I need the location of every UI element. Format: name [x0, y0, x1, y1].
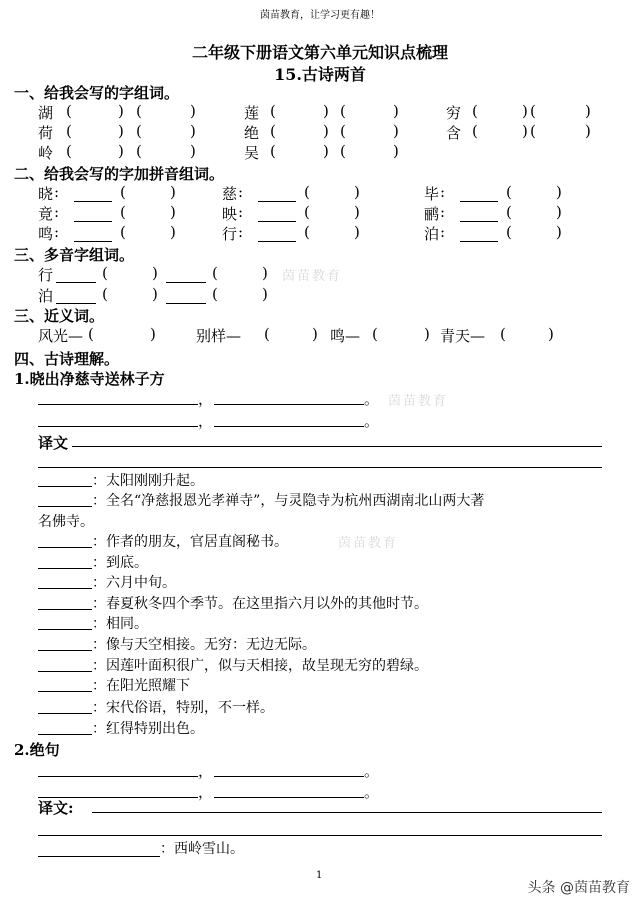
synonym-paren-open: (: [88, 325, 94, 343]
s2-pinyin-blank[interactable]: [258, 241, 296, 242]
definition-blank[interactable]: [38, 588, 92, 589]
s3-blank[interactable]: [56, 303, 96, 304]
header-note: 茵苗教育，让学习更有趣！: [260, 10, 380, 21]
definition-blank[interactable]: [38, 506, 92, 507]
s1-paren-b-close: ): [393, 102, 399, 120]
definition-text: ：春夏秋冬四个季节。在这里指六月以外的其他时节。: [92, 596, 428, 612]
s2-paren-open: (: [304, 183, 310, 201]
poem2-line-period: 。: [364, 762, 380, 780]
poem1-line-blank-right[interactable]: [214, 404, 364, 405]
definition-continued: 名佛寺。: [38, 514, 94, 530]
definition-blank[interactable]: [38, 568, 92, 569]
definition-text: ：六月中旬。: [92, 575, 176, 591]
s1-paren-b-open: (: [136, 102, 142, 120]
s1-paren-b-open: (: [340, 122, 346, 140]
poem2-line-blank-left[interactable]: [38, 797, 198, 798]
s3-paren-close: ): [152, 264, 158, 282]
s2-paren-close: ): [170, 183, 176, 201]
page-title: 二年级下册语文第六单元知识点梳理: [191, 43, 448, 62]
s2-colon: :: [54, 183, 60, 201]
poem2-line-blank-right[interactable]: [214, 776, 364, 777]
translation-line-2[interactable]: [38, 467, 602, 468]
s2-char: 晓: [38, 185, 54, 203]
section-synonym-heading: 三、近义词。: [14, 307, 105, 325]
s1-paren-b-open: (: [136, 122, 142, 140]
s2-char: 行: [222, 225, 238, 243]
s3-char: 泊: [38, 287, 54, 305]
section-2-heading: 二、给我会写的字加拼音组词。: [14, 165, 225, 183]
toutiao-label: 头条 @茵苗教育: [527, 880, 630, 896]
s2-pinyin-blank[interactable]: [74, 241, 112, 242]
definition-xiling: ：西岭雪山。: [160, 841, 244, 857]
s2-char: 毕: [424, 185, 440, 203]
s1-char: 莲: [244, 104, 260, 122]
poem2-line-blank-right[interactable]: [214, 797, 364, 798]
poem-2-title: 2.绝句: [14, 741, 60, 759]
s3-char: 行: [38, 266, 54, 284]
definition-text: ：像与天空相接。无穷：无边无际。: [92, 637, 316, 653]
s3-blank[interactable]: [56, 282, 96, 283]
watermark: 茵苗教育: [282, 269, 343, 284]
s1-paren-a-open: (: [270, 142, 276, 160]
s2-paren-close: ): [354, 203, 360, 221]
definition-blank[interactable]: [38, 650, 92, 651]
synonym-paren-close: ): [424, 325, 430, 343]
s1-paren-a-open: (: [270, 122, 276, 140]
synonym-word: 风光—: [38, 327, 84, 345]
definition-text: ：全名“净慈报恩光孝禅寺”，与灵隐寺为杭州西湖南北山两大著: [92, 493, 485, 509]
definition-text: ：作者的朋友，官居直阁秘书。: [92, 534, 288, 550]
poem1-line-blank-right[interactable]: [214, 426, 364, 427]
s2-char: 映: [222, 205, 238, 223]
s1-char: 吴: [244, 144, 260, 162]
synonym-paren-open: (: [372, 325, 378, 343]
s2-paren-open: (: [120, 203, 126, 221]
s1-char: 绝: [244, 124, 260, 142]
poem2-line-comma: ，: [198, 762, 214, 780]
s1-paren-b-close: ): [190, 142, 196, 160]
section-4-heading: 四、古诗理解。: [14, 350, 120, 368]
poem2-line-period: 。: [364, 783, 380, 801]
synonym-paren-open: (: [500, 325, 506, 343]
s2-paren-open: (: [506, 203, 512, 221]
poem1-line-period: 。: [364, 390, 380, 408]
s2-paren-close: ): [556, 203, 562, 221]
s1-paren-a-close: ): [522, 102, 528, 120]
s3-paren-close: ): [262, 285, 268, 303]
s2-paren-open: (: [304, 203, 310, 221]
s1-paren-a-close: ): [118, 142, 124, 160]
s1-paren-b-close: ): [585, 122, 591, 140]
definition-text: ：红得特别出色。: [92, 721, 204, 737]
s1-paren-b-open: (: [530, 102, 536, 120]
definition-text: ：因莲叶面积很广，似与天相接，故呈现无穷的碧绿。: [92, 658, 428, 674]
definition-blank[interactable]: [38, 713, 92, 714]
definition-text: ：到底。: [92, 555, 148, 571]
definition-blank[interactable]: [38, 486, 92, 487]
s2-colon: :: [238, 203, 244, 221]
s1-paren-a-close: ): [522, 122, 528, 140]
synonym-word: 鸣—: [330, 327, 361, 345]
poem1-line-period: 。: [364, 412, 380, 430]
s2-paren-open: (: [120, 223, 126, 241]
s1-char: 岭: [38, 144, 54, 162]
synonym-paren-open: (: [264, 325, 270, 343]
s1-paren-a-close: ): [323, 102, 329, 120]
page-number: 1: [316, 870, 323, 881]
s2-paren-open: (: [304, 223, 310, 241]
s3-paren-open: (: [102, 285, 108, 303]
s2-colon: :: [238, 223, 244, 241]
synonym-word: 青天—: [440, 327, 486, 345]
s2-char: 竟: [38, 205, 54, 223]
s2-colon: :: [238, 183, 244, 201]
s2-pinyin-blank[interactable]: [74, 201, 112, 202]
s2-colon: :: [440, 223, 446, 241]
s2-paren-open: (: [506, 183, 512, 201]
translation-line-3[interactable]: [92, 812, 602, 813]
s1-paren-b-open: (: [340, 102, 346, 120]
s1-paren-a-open: (: [472, 102, 478, 120]
watermark: 茵苗教育: [338, 536, 399, 551]
s2-pinyin-blank[interactable]: [258, 221, 296, 222]
s2-char: 鸣: [38, 225, 54, 243]
s2-pinyin-blank[interactable]: [460, 201, 498, 202]
s1-paren-a-close: ): [323, 142, 329, 160]
synonym-word: 别样—: [196, 327, 242, 345]
s2-paren-close: ): [556, 223, 562, 241]
s1-paren-b-open: (: [340, 142, 346, 160]
s1-paren-b-close: ): [190, 102, 196, 120]
definition-blank[interactable]: [38, 691, 92, 692]
definition-blank[interactable]: [38, 547, 92, 548]
s3-blank[interactable]: [166, 282, 206, 283]
s1-paren-a-close: ): [118, 122, 124, 140]
s2-char: 慈: [222, 185, 238, 203]
s1-paren-a-close: ): [118, 102, 124, 120]
definition-text: ：在阳光照耀下: [92, 678, 190, 694]
s2-paren-close: ): [354, 183, 360, 201]
s2-pinyin-blank[interactable]: [460, 221, 498, 222]
s1-paren-b-close: ): [393, 122, 399, 140]
s1-paren-a-open: (: [66, 122, 72, 140]
lesson-title: 15.古诗两首: [274, 65, 366, 84]
definition-text: ：相同。: [92, 616, 148, 632]
s1-char: 湖: [38, 104, 54, 122]
translation-line-4[interactable]: [38, 835, 602, 836]
s1-paren-b-close: ): [393, 142, 399, 160]
s2-paren-close: ): [170, 203, 176, 221]
translation-label-2: 译文:: [38, 799, 74, 817]
poem2-line-blank-left[interactable]: [38, 776, 198, 777]
s3-paren-open: (: [212, 264, 218, 282]
s1-paren-a-open: (: [66, 142, 72, 160]
s2-pinyin-blank[interactable]: [258, 201, 296, 202]
s1-paren-a-open: (: [472, 122, 478, 140]
poem-1-title: 1.晓出净慈寺送林子方: [14, 370, 165, 388]
watermark: 茵苗教育: [388, 394, 449, 409]
s3-paren-close: ): [262, 264, 268, 282]
poem2-line-comma: ，: [198, 783, 214, 801]
s2-pinyin-blank[interactable]: [460, 241, 498, 242]
s1-char: 穷: [446, 104, 462, 122]
s1-paren-a-open: (: [66, 102, 72, 120]
definition-blank[interactable]: [38, 671, 92, 672]
s1-paren-a-close: ): [323, 122, 329, 140]
definition-text: ：宋代俗语，特别，不一样。: [92, 700, 274, 716]
s2-paren-close: ): [556, 183, 562, 201]
definition-blank[interactable]: [38, 734, 92, 735]
s2-paren-close: ): [170, 223, 176, 241]
s2-pinyin-blank[interactable]: [74, 221, 112, 222]
section-3-heading: 三、多音字组词。: [14, 246, 135, 264]
s3-paren-open: (: [212, 285, 218, 303]
translation-label-1: 译文: [38, 434, 69, 452]
s2-colon: :: [54, 203, 60, 221]
s2-paren-close: ): [354, 223, 360, 241]
poem1-line-comma: ，: [198, 412, 214, 430]
s2-colon: :: [54, 223, 60, 241]
s3-paren-close: ): [152, 285, 158, 303]
s1-paren-a-open: (: [270, 102, 276, 120]
s1-paren-b-close: ): [190, 122, 196, 140]
definition-blank[interactable]: [38, 629, 92, 630]
s2-char: 泊: [424, 225, 440, 243]
poem1-line-blank-left[interactable]: [38, 426, 198, 427]
definition-blank[interactable]: [38, 609, 92, 610]
synonym-paren-close: ): [312, 325, 318, 343]
s2-colon: :: [440, 183, 446, 201]
s1-paren-b-close: ): [585, 102, 591, 120]
synonym-paren-close: ): [548, 325, 554, 343]
poem1-line-comma: ，: [198, 390, 214, 408]
definition-text: ：太阳刚刚升起。: [92, 473, 204, 489]
poem1-line-blank-left[interactable]: [38, 404, 198, 405]
section-1-heading: 一、给我会写的字组词。: [14, 84, 180, 102]
s1-char: 含: [446, 124, 462, 142]
s2-colon: :: [440, 203, 446, 221]
s2-paren-open: (: [506, 223, 512, 241]
s3-blank[interactable]: [166, 303, 206, 304]
s2-paren-open: (: [120, 183, 126, 201]
s3-paren-open: (: [102, 264, 108, 282]
s1-char: 荷: [38, 124, 54, 142]
translation-line-1[interactable]: [72, 446, 602, 447]
s1-paren-b-open: (: [136, 142, 142, 160]
s2-char: 鹂: [424, 205, 440, 223]
s1-paren-b-open: (: [530, 122, 536, 140]
blank-xiling[interactable]: [38, 856, 160, 857]
synonym-paren-close: ): [150, 325, 156, 343]
